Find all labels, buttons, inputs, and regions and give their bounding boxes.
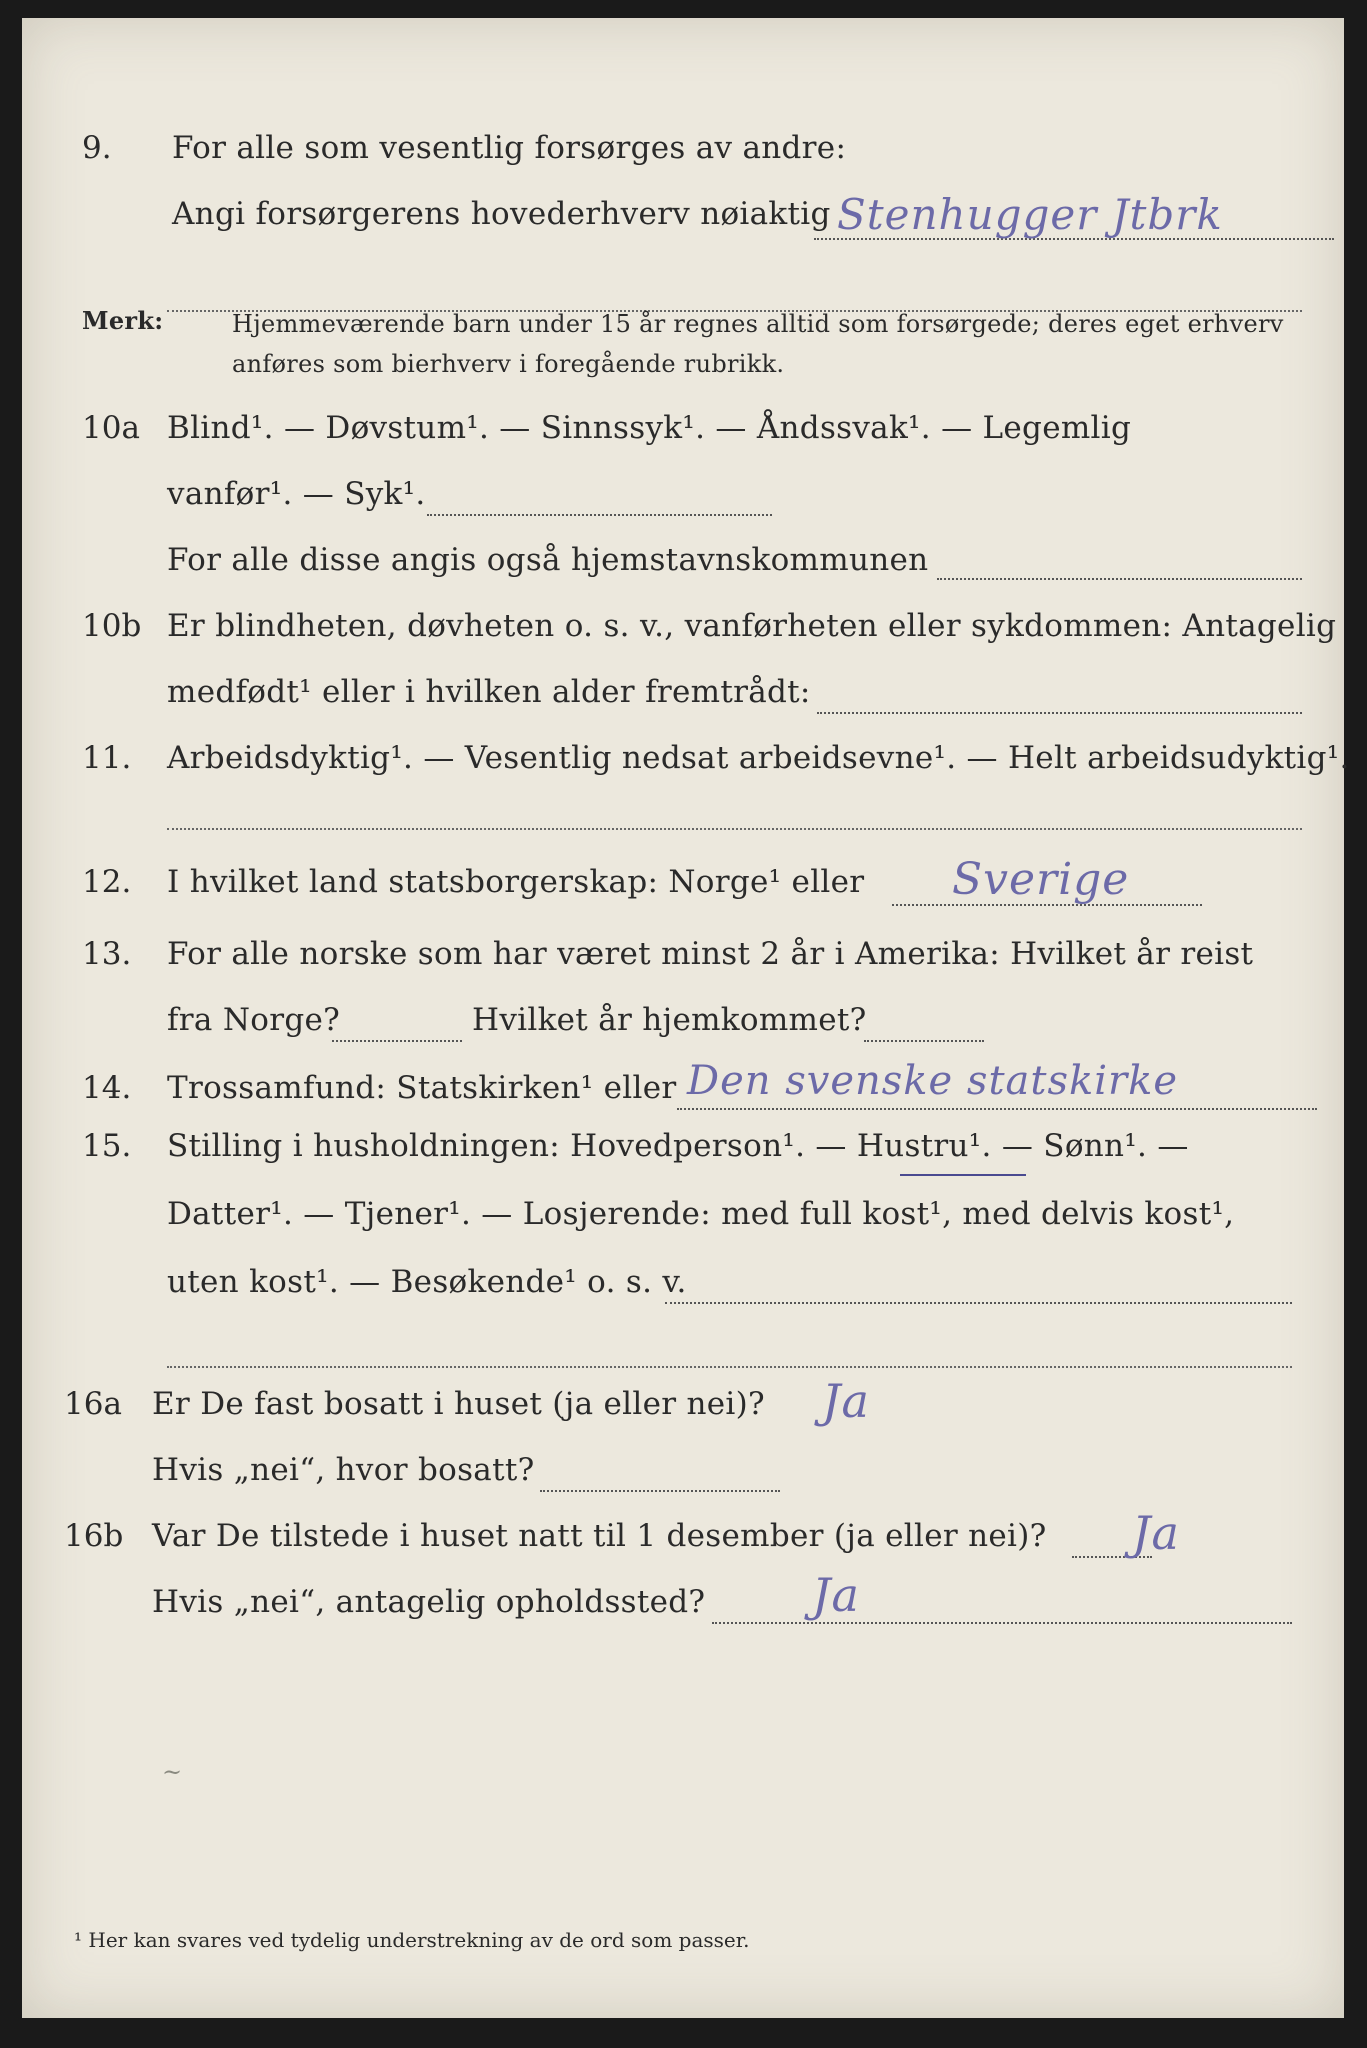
census-form-page	[22, 18, 1350, 2018]
q10a-syk-line	[427, 514, 772, 516]
q13-number: 13.	[82, 936, 132, 972]
q16a-bosatt-line	[540, 1490, 780, 1492]
q15-hustru-underline	[900, 1174, 1026, 1176]
q15-number: 15.	[82, 1128, 132, 1164]
q12-number: 12.	[82, 864, 132, 900]
q13-line1: For alle norske som har været minst 2 år i Amerika: Hvilket år reist	[167, 936, 1254, 972]
footnote: ¹ Her kan svares ved tydelig understrekning av de ord som passer.	[74, 1928, 750, 1952]
q14-number: 14.	[82, 1070, 132, 1106]
q10b-line2: medfødt¹ eller i hvilken alder fremtrådt:	[167, 674, 811, 710]
q13-reist-line	[332, 1040, 462, 1042]
q11-rule	[167, 828, 1302, 830]
q10a-line1: Blind¹. — Døvstum¹. — Sinnssyk¹. — Åndssvak¹. — Legemlig	[167, 410, 1132, 446]
q10a-line2: vanfør¹. — Syk¹.	[167, 476, 426, 512]
q13-hjemkommet-line	[864, 1040, 984, 1042]
q16b-answer2-line	[712, 1622, 1292, 1624]
q14-line1: Trossamfund: Statskirken¹ eller	[167, 1070, 677, 1106]
merk-label: Merk:	[82, 306, 164, 335]
q10a-line3: For alle disse angis også hjemstavnskommunen	[167, 542, 929, 578]
q10b-number: 10b	[82, 608, 142, 644]
q16b-handwritten-answer1: Ja	[1132, 1506, 1180, 1560]
q10a-number: 10a	[82, 410, 140, 446]
q9-line2: Angi forsørgerens hovederhverv nøiaktig	[172, 196, 831, 232]
q15-answer-line	[665, 1302, 1292, 1304]
q14-handwritten-answer: Den svenske statskirke	[687, 1058, 1179, 1104]
q13-line2a: fra Norge?	[167, 1002, 341, 1038]
q16b-number: 16b	[64, 1518, 124, 1554]
q16b-line2: Hvis „nei“, antagelig opholdssted?	[152, 1584, 706, 1620]
q14-answer-line	[677, 1108, 1317, 1110]
merk-line2: anføres som bierhverv i foregående rubrikk.	[232, 350, 785, 378]
q9-handwritten-answer: Stenhugger Jtbrk	[837, 190, 1223, 239]
q9-line1: For alle som vesentlig forsørges av andre:	[172, 130, 847, 166]
q10b-line1: Er blindheten, døvheten o. s. v., vanførheten eller sykdommen: Antagelig	[167, 608, 1337, 644]
q15-line2: Datter¹. — Tjener¹. — Losjerende: med full kost¹, med delvis kost¹,	[167, 1196, 1235, 1232]
stray-mark: ~	[162, 1758, 183, 1786]
q15-rule	[167, 1366, 1292, 1368]
q16b-handwritten-answer2: Ja	[812, 1568, 860, 1622]
q15-line3: uten kost¹. — Besøkende¹ o. s. v.	[167, 1264, 687, 1300]
q13-line2b: Hvilket år hjemkommet?	[472, 1002, 867, 1038]
merk-line1: Hjemmeværende barn under 15 år regnes alltid som forsørgede; deres eget erhverv	[232, 310, 1284, 338]
q16a-line1: Er De fast bosatt i huset (ja eller nei)?	[152, 1386, 765, 1422]
q10a-kommune-line	[937, 578, 1302, 580]
q12-line1: I hvilket land statsborgerskap: Norge¹ eller	[167, 864, 865, 900]
q10b-answer-line	[817, 712, 1302, 714]
q9-number: 9.	[82, 130, 112, 166]
q12-handwritten-answer: Sverige	[952, 854, 1130, 905]
q11-line1: Arbeidsdyktig¹. — Vesentlig nedsat arbeidsevne¹. — Helt arbeidsudyktig¹.	[167, 740, 1350, 776]
q11-number: 11.	[82, 740, 132, 776]
q16a-handwritten-answer: Ja	[822, 1374, 870, 1428]
q16a-line2: Hvis „nei“, hvor bosatt?	[152, 1452, 535, 1488]
q16b-line1: Var De tilstede i huset natt til 1 desember (ja eller nei)?	[152, 1518, 1047, 1554]
q15-line1: Stilling i husholdningen: Hovedperson¹. — Hustru¹. — Sønn¹. —	[167, 1128, 1189, 1164]
q16a-number: 16a	[64, 1386, 122, 1422]
